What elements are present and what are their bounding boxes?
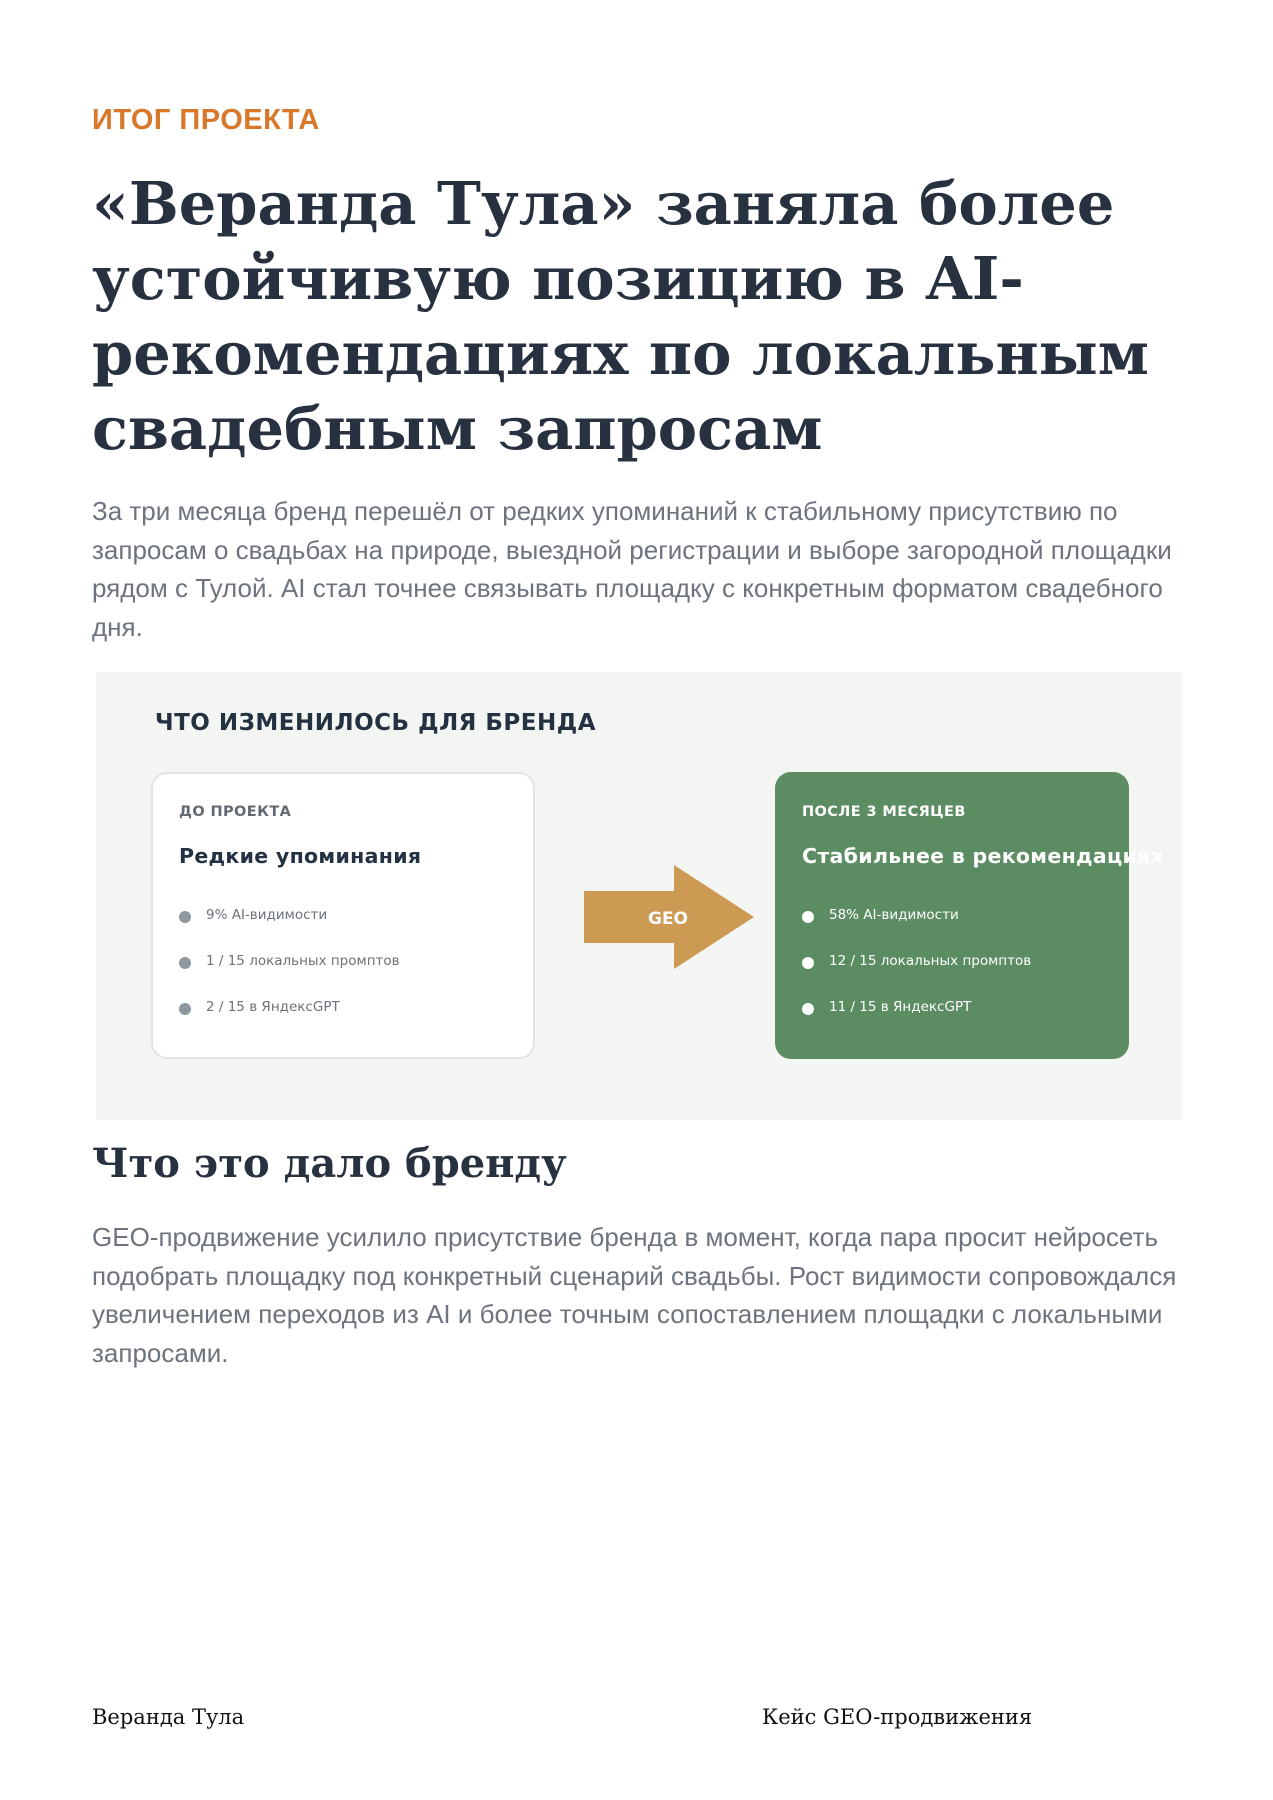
figure-heading: ЧТО ИЗМЕНИЛОСЬ ДЛЯ БРЕНДА	[155, 710, 597, 736]
bullet-dot-icon	[802, 911, 814, 923]
list-item	[802, 998, 1031, 1044]
list-item	[179, 952, 400, 998]
before-metrics-list	[179, 906, 400, 1044]
bullet-dot-icon	[179, 911, 191, 923]
lead-paragraph: За три месяца бренд перешёл от редких упоминаний к стабильному присутствию по запросам о свадьбах на природе, выездной регистрации и выборе загородной площадки рядом с Тулой. AI стал точнее связывать площадку с конкретным форматом свадебного дня.	[92, 496, 1172, 642]
before-card-label: ДО ПРОЕКТА	[179, 804, 292, 820]
before-card	[151, 772, 535, 1059]
section-body: GEO-продвижение усилило присутствие бренда в момент, когда пара просит нейросеть подобрать площадку под конкретный сценарий свадьбы. Рост видимости сопровождался увеличением переходов из AI и более точным сопоставлением площадки с локальными запросами.	[92, 1222, 1177, 1368]
list-item	[802, 952, 1031, 998]
footer-brand: Веранда Тула	[92, 1705, 245, 1729]
list-item	[802, 906, 1031, 952]
list-item	[179, 906, 400, 952]
before-card-title: Редкие упоминания	[179, 844, 422, 868]
bullet-dot-icon	[802, 957, 814, 969]
footer-doc-type: Кейс GEO-продвижения	[762, 1705, 1033, 1729]
bullet-dot-icon	[179, 1003, 191, 1015]
metric-text: 2 / 15 в ЯндексGPT	[206, 999, 340, 1015]
after-metrics-list	[802, 906, 1031, 1044]
metric-text: 12 / 15 локальных промптов	[829, 953, 1032, 969]
section-title: Что это дало бренду	[92, 1140, 567, 1187]
metric-text: 9% AI-видимости	[206, 907, 328, 923]
list-item	[179, 998, 400, 1044]
after-card-label: ПОСЛЕ 3 МЕСЯЦЕВ	[802, 804, 966, 820]
metric-text: 1 / 15 локальных промптов	[206, 953, 400, 969]
metric-text: 58% AI-видимости	[829, 907, 959, 923]
metric-text: 11 / 15 в ЯндексGPT	[829, 999, 972, 1015]
bullet-dot-icon	[179, 957, 191, 969]
page-title: «Веранда Тула» заняла более устойчивую позицию в AI-рекомендациях по локальным свадебным запросам	[92, 169, 1150, 463]
section-kicker: ИТОГ ПРОЕКТА	[92, 104, 320, 136]
before-after-figure	[96, 672, 1182, 1120]
arrow-label: GEO	[647, 909, 689, 929]
after-card-title: Стабильнее в рекомендациях	[802, 844, 1165, 868]
after-card	[775, 772, 1165, 1059]
bullet-dot-icon	[802, 1003, 814, 1015]
geo-arrow-icon	[584, 865, 754, 969]
